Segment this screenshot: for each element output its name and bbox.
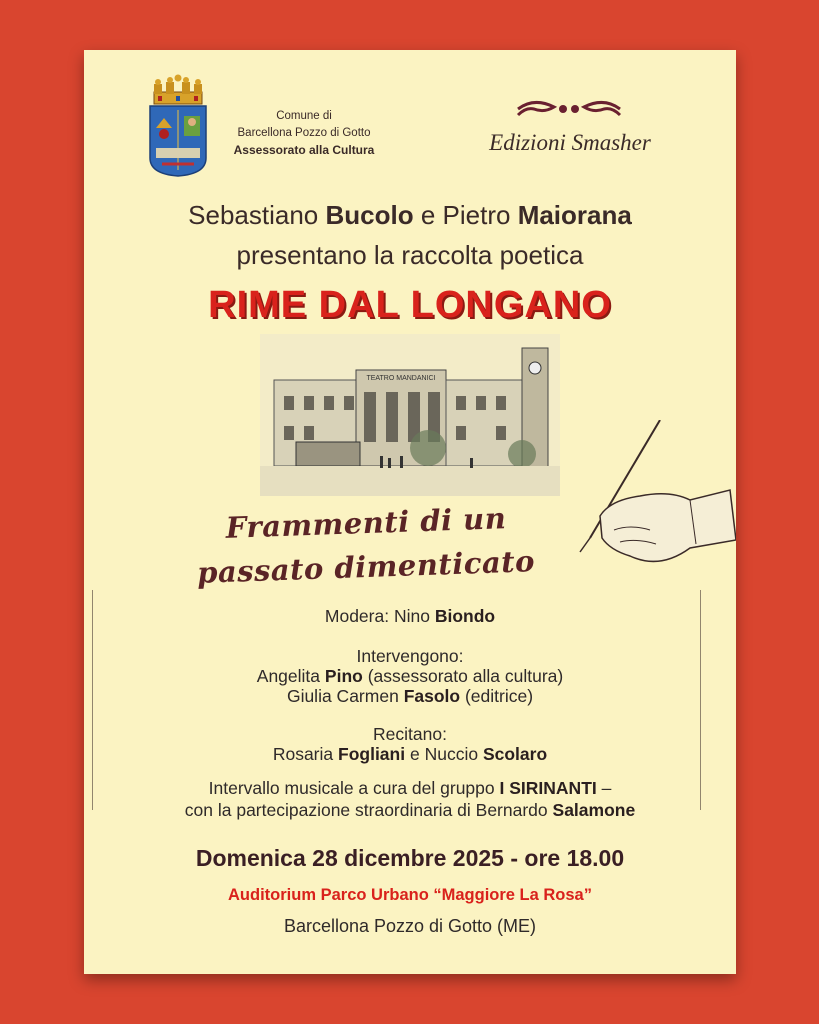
event-city: Barcellona Pozzo di Gotto (ME): [283, 916, 537, 936]
reader-conj: e: [409, 744, 420, 764]
theatre-sign: TEATRO MANDANICI: [366, 375, 436, 382]
reader1-first: Rosaria: [272, 744, 334, 764]
publisher-name: Edizioni Smasher: [489, 130, 651, 155]
music-guest-pre: con la partecipazione straordinaria di Bernardo: [184, 800, 548, 820]
music-pre: Intervallo musicale a cura del gruppo: [208, 778, 495, 798]
speaker1-last: Pino: [324, 666, 363, 686]
moderator-last: Biondo: [434, 606, 496, 626]
comune-line-1: Comune di: [276, 110, 332, 122]
reader1-last: Fogliani: [338, 744, 406, 764]
presenters-conj: e: [420, 200, 436, 230]
hand-quill-illustration: [570, 420, 736, 580]
music-group: I SIRINANTI: [499, 778, 597, 798]
speaker2-last: Fasolo: [403, 686, 461, 706]
speaker1-first: Angelita: [256, 666, 321, 686]
book-title: RIME DAL LONGANO: [208, 284, 612, 326]
speaker1-role: (assessorato alla cultura): [367, 666, 564, 686]
moderator-line: [84, 606, 736, 626]
presenter1-first: Sebastiano: [188, 200, 319, 230]
reader2-last: Scolaro: [482, 744, 548, 764]
music-line-1: [84, 778, 736, 798]
music-dash: –: [601, 778, 612, 798]
speaker2-role: (editrice): [464, 686, 534, 706]
subtitle-line-2: passato dimenticato: [196, 544, 536, 590]
presents-line: presentano la raccolta poetica: [236, 240, 584, 270]
event-date: Domenica 28 dicembre 2025 - ore 18.00: [195, 845, 625, 871]
speaker1-line: [84, 666, 736, 686]
readers-line: [84, 744, 736, 764]
music-guest-last: Salamone: [552, 800, 636, 820]
moderator-first: Nino: [393, 606, 430, 626]
presenters-line: [84, 200, 736, 231]
comune-line-2: Barcellona Pozzo di Gotto: [237, 127, 371, 139]
municipality-block: [214, 108, 394, 159]
presenter1-last: Bucolo: [325, 200, 414, 230]
modera-label: Modera:: [324, 606, 390, 626]
speaker2-line: [84, 686, 736, 706]
music-line-2: [84, 800, 736, 820]
reader2-first: Nuccio: [424, 744, 479, 764]
event-poster: [84, 50, 736, 974]
municipal-crest-icon: [148, 70, 208, 178]
speaker2-first: Giulia Carmen: [286, 686, 399, 706]
subtitle-line-1: Frammenti di un: [225, 501, 507, 545]
publisher-ornament-icon: [514, 95, 624, 123]
event-venue: Auditorium Parco Urbano “Maggiore La Rosa”: [228, 886, 592, 904]
presenter2-first: Pietro: [442, 200, 511, 230]
recitano-label: Recitano:: [373, 724, 447, 744]
intervengono-label: Intervengono:: [356, 646, 464, 666]
theatre-illustration: [260, 334, 560, 496]
presenter2-last: Maiorana: [517, 200, 632, 230]
comune-line-3: Assessorato alla Cultura: [233, 143, 375, 157]
